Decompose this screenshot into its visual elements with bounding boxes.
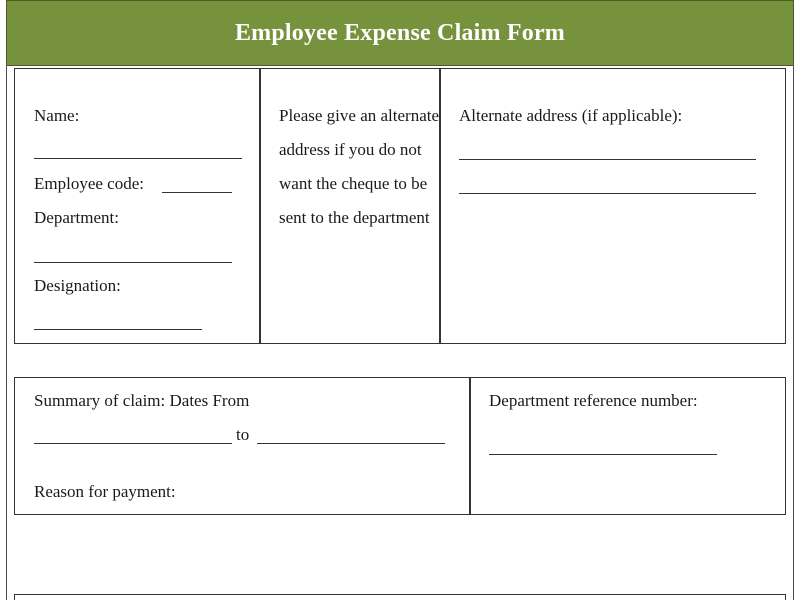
- department-label: Department:: [34, 208, 119, 227]
- form-header: [6, 0, 794, 66]
- alternate-address-line-2[interactable]: [459, 193, 756, 194]
- alternate-address-label: Alternate address (if applicable):: [459, 106, 683, 125]
- column-divider-1: [259, 68, 261, 344]
- column-divider-3: [469, 377, 471, 515]
- department-field[interactable]: [34, 262, 232, 263]
- frame-right-border: [793, 66, 794, 600]
- frame-left-border: [6, 66, 7, 600]
- employee-code-label: Employee code:: [34, 174, 144, 193]
- date-to-field[interactable]: [257, 443, 445, 444]
- form-title: Employee Expense Claim Form: [234, 19, 566, 46]
- column-divider-2: [439, 68, 441, 344]
- designation-label: Designation:: [34, 276, 121, 295]
- date-to-label: to: [236, 425, 250, 444]
- employee-code-field[interactable]: [162, 192, 232, 193]
- next-section-box: [14, 594, 786, 600]
- alternate-address-note: Please give an alternate address if you do not want the cheque to be sent to the department: [279, 106, 440, 227]
- reason-for-payment-label: Reason for payment:: [34, 482, 176, 501]
- date-from-field[interactable]: [34, 443, 232, 444]
- alternate-address-line-1[interactable]: [459, 159, 756, 160]
- name-field[interactable]: [34, 158, 242, 159]
- designation-field[interactable]: [34, 329, 202, 330]
- department-reference-field[interactable]: [489, 454, 717, 455]
- summary-dates-label: Summary of claim: Dates From: [34, 391, 250, 410]
- name-label: Name:: [34, 106, 80, 125]
- department-reference-label: Department reference number:: [489, 391, 698, 410]
